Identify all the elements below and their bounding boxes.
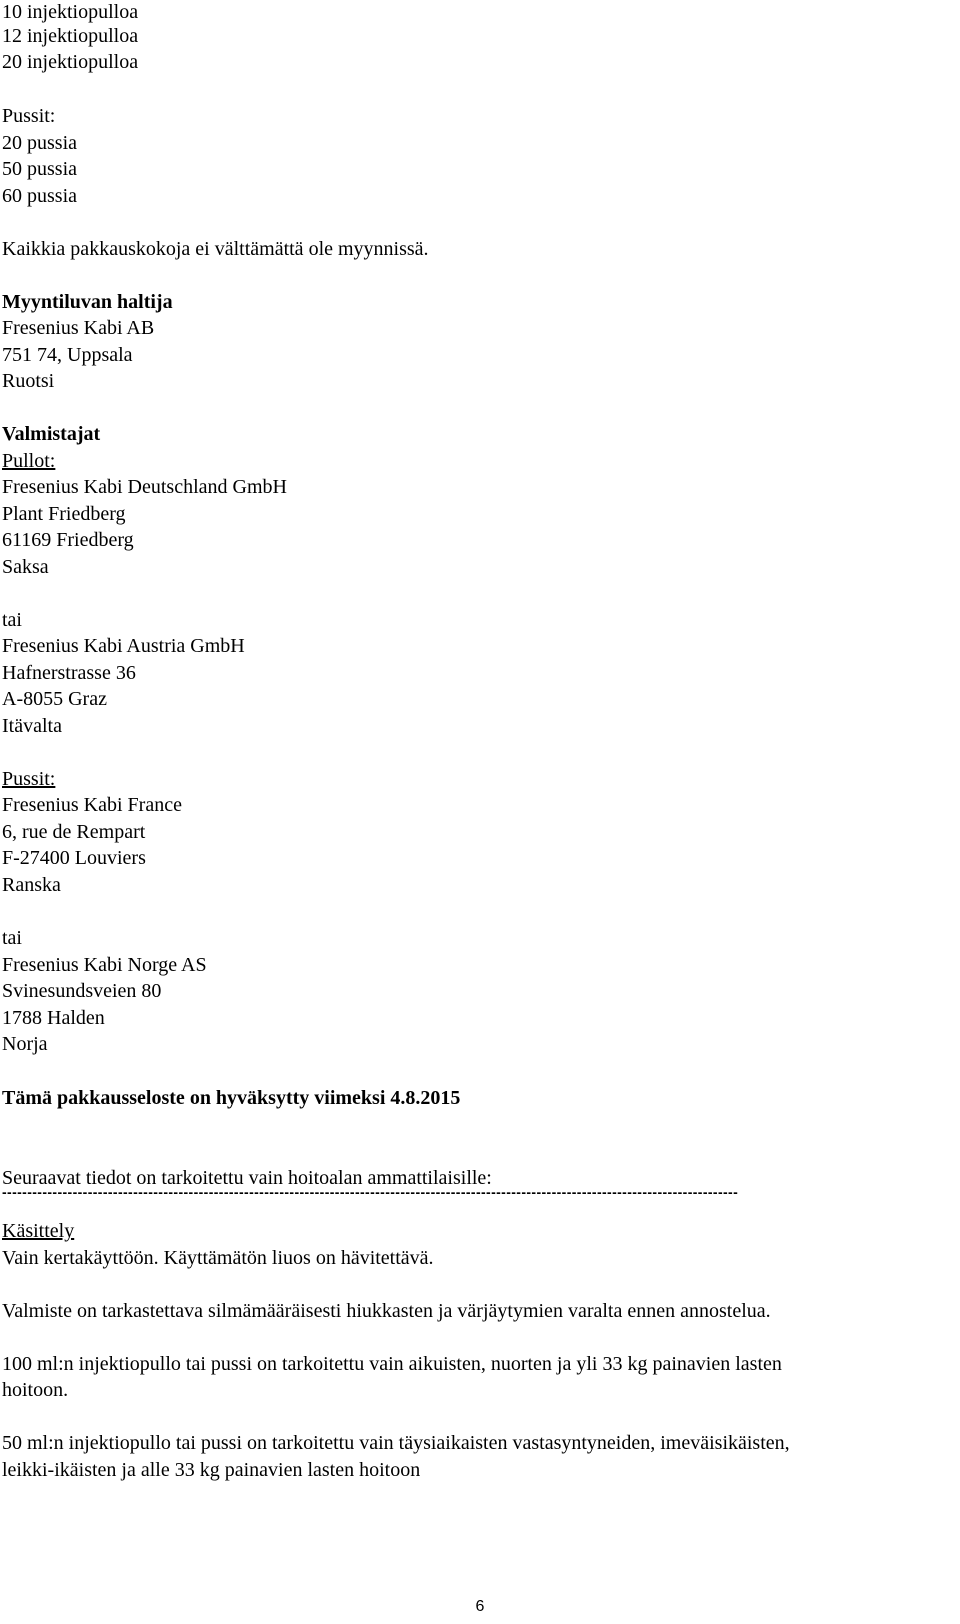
handling-heading: Käsittely <box>2 1220 75 1242</box>
vial-size-20: 20 injektiopulloa <box>2 51 139 73</box>
bags-manufacturer-2-name: Fresenius Kabi Norge AS <box>2 954 207 976</box>
bag-size-60: 60 pussia <box>2 185 77 207</box>
bags-manufacturer-1-city: F-27400 Louviers <box>2 847 146 869</box>
approval-date: Tämä pakkausseloste on hyväksytty viimeksi 4.8.2015 <box>2 1087 461 1109</box>
bottles-manufacturer-1-plant: Plant Friedberg <box>2 503 126 525</box>
bag-size-20: 20 pussia <box>2 132 77 154</box>
or-separator-1: tai <box>2 609 22 631</box>
bags-manufacturer-2-street: Svinesundsveien 80 <box>2 980 162 1002</box>
bags-manufacturer-label: Pussit: <box>2 768 56 790</box>
bottles-manufacturer-2-name: Fresenius Kabi Austria GmbH <box>2 635 245 657</box>
dashed-separator: -------------------------------------------------------------------------------------------------------------------------------------------------- <box>2 1184 739 1200</box>
handling-paragraph-3-line-2: hoitoon. <box>2 1379 69 1401</box>
bottles-manufacturer-1-country: Saksa <box>2 556 49 578</box>
handling-paragraph-1: Vain kertakäyttöön. Käyttämätön liuos on hävitettävä. <box>2 1247 434 1269</box>
bottles-manufacturer-1-name: Fresenius Kabi Deutschland GmbH <box>2 476 287 498</box>
page-number: 6 <box>475 1598 485 1615</box>
holder-country: Ruotsi <box>2 370 55 392</box>
vial-size-12: 12 injektiopulloa <box>2 25 139 47</box>
vial-size-10: 10 injektiopulloa <box>2 1 139 23</box>
or-separator-2: tai <box>2 927 22 949</box>
handling-paragraph-4-line-1: 50 ml:n injektiopullo tai pussi on tarkoitettu vain täysiaikaisten vastasyntyneiden, imeväisikäisten, <box>2 1432 790 1454</box>
handling-paragraph-2: Valmiste on tarkastettava silmämääräisesti hiukkasten ja värjäytymien varalta ennen annostelua. <box>2 1300 771 1322</box>
bags-manufacturer-1-name: Fresenius Kabi France <box>2 794 182 816</box>
bag-size-50: 50 pussia <box>2 158 77 180</box>
bags-manufacturer-2-country: Norja <box>2 1033 48 1055</box>
manufacturers-heading: Valmistajat <box>2 423 101 445</box>
bottles-label: Pullot: <box>2 450 56 472</box>
bags-heading: Pussit: <box>2 105 56 127</box>
bags-manufacturer-1-street: 6, rue de Rempart <box>2 821 146 843</box>
holder-heading: Myyntiluvan haltija <box>2 291 173 313</box>
holder-name: Fresenius Kabi AB <box>2 317 155 339</box>
bottles-manufacturer-2-city: A-8055 Graz <box>2 688 107 710</box>
pack-size-note: Kaikkia pakkauskokoja ei välttämättä ole myynnissä. <box>2 238 429 260</box>
bottles-manufacturer-2-country: Itävalta <box>2 715 62 737</box>
bottles-manufacturer-2-street: Hafnerstrasse 36 <box>2 662 136 684</box>
bags-manufacturer-1-country: Ranska <box>2 874 61 896</box>
professionals-note: Seuraavat tiedot on tarkoitettu vain hoitoalan ammattilaisille: <box>2 1167 492 1189</box>
handling-paragraph-4-line-2: leikki-ikäisten ja alle 33 kg painavien lasten hoitoon <box>2 1459 421 1481</box>
bags-manufacturer-2-city: 1788 Halden <box>2 1007 105 1029</box>
bottles-manufacturer-1-city: 61169 Friedberg <box>2 529 134 551</box>
handling-paragraph-3-line-1: 100 ml:n injektiopullo tai pussi on tarkoitettu vain aikuisten, nuorten ja yli 33 kg painavien lasten <box>2 1353 782 1375</box>
holder-city: 751 74, Uppsala <box>2 344 133 366</box>
